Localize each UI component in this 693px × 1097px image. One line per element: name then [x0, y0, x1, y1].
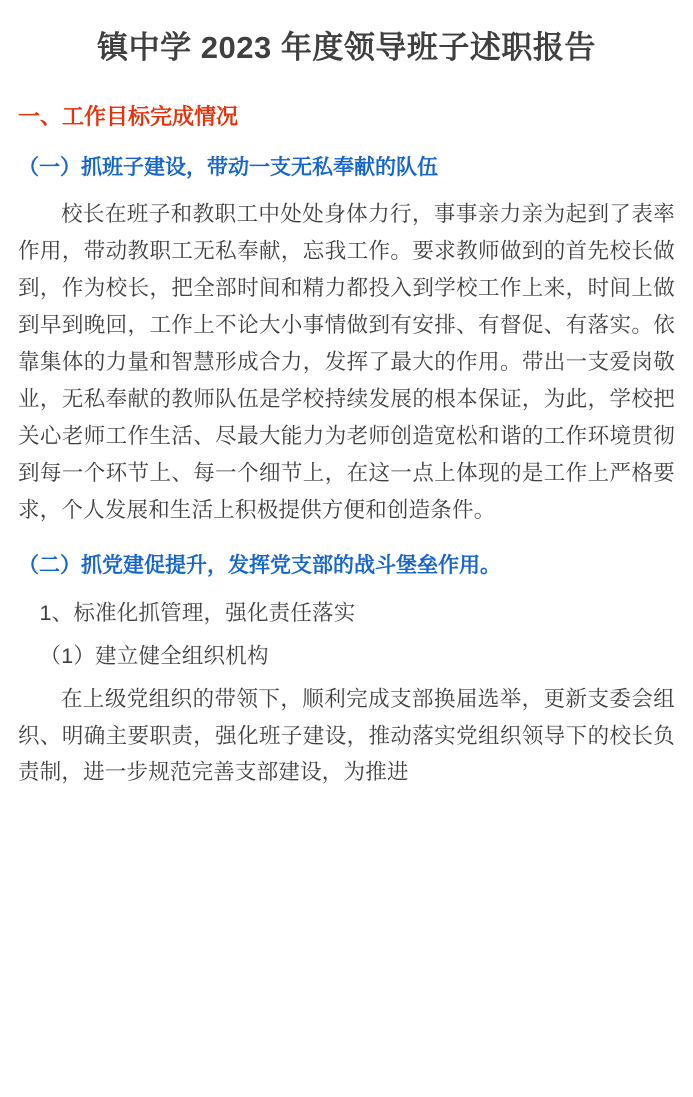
paragraph-2: 在上级党组织的带领下，顺利完成支部换届选举，更新支委会组织、明确主要职责，强化班子建设，推动落实党组织领导下的校长负责制，进一步规范完善支部建设，为推进 [18, 686, 675, 785]
subsection-heading-1-2: （二）抓党建促提升，发挥党支部的战斗堡垒作用。 [18, 554, 501, 578]
paragraph-1: 校长在班子和教职工中处处身体力行，事事亲力亲为起到了表率作用，带动教职工无私奉献，忘我工作。要求教师做到的首先校长做到，作为校长，把全部时间和精力都投入到学校工作上来，时间上做到早到晚回，工作上不论大小事情做到有安排、有督促、有落实。依靠集体的力量和智慧形成合力，发挥了最大的作用。带出一支爱岗敬业，无私奉献的教师队伍是学校持续发展的根本保证，为此，学校把关心老师工作生活、尽最大能力为老师创造宽松和谐的工作环境贯彻到每一个环节上、每一个细节上，在这一点上体现的是工作上严格要求，个人发展和生活上积极提供方便和创造条件。 [18, 202, 675, 523]
list-item-1-1: （1）建立健全组织机构 [39, 643, 269, 668]
page-title: 镇中学 2023 年度领导班子述职报告 [97, 30, 596, 65]
section-heading-1: 一、工作目标完成情况 [18, 104, 239, 130]
subsection-heading-1-1: （一）抓班子建设，带动一支无私奉献的队伍 [18, 156, 438, 180]
list-item-1: 1、标准化抓管理，强化责任落实 [39, 600, 356, 625]
paragraph-spacer [18, 535, 675, 551]
